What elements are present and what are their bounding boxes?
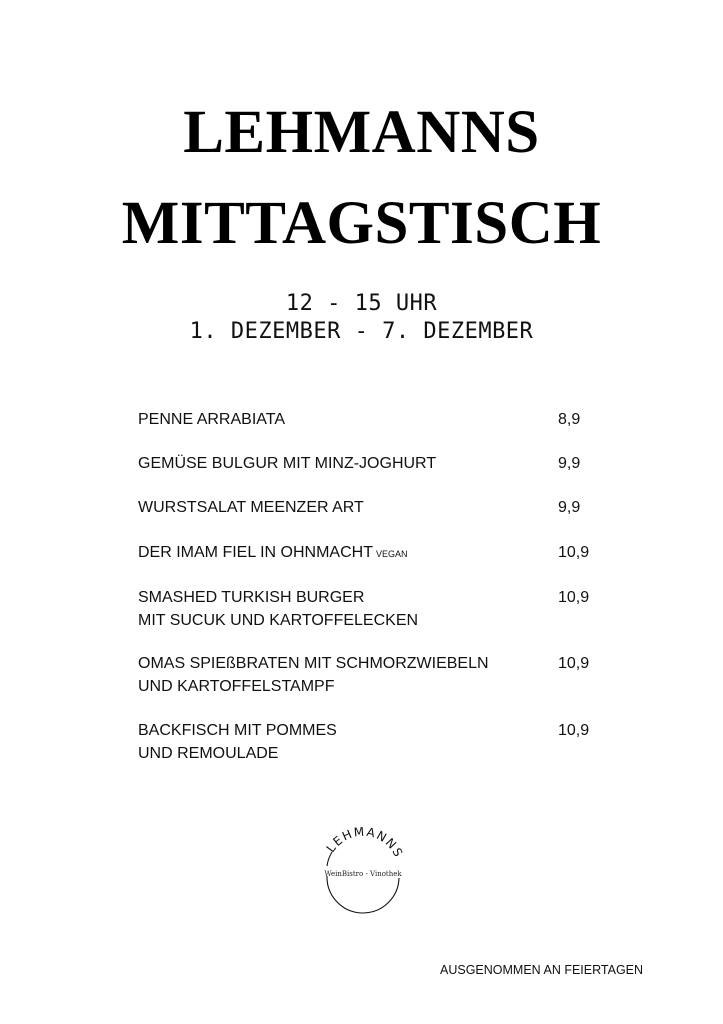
- dish-price: 9,9: [558, 499, 581, 516]
- opening-hours: 12 - 15 UHR: [285, 291, 438, 316]
- dish-name: [138, 586, 548, 632]
- vegan-tag: VEGAN: [375, 549, 408, 559]
- dish-price: 10,9: [558, 722, 590, 739]
- page-title-line1: LEHMANNS: [183, 99, 540, 166]
- dish-line: [138, 541, 548, 566]
- menu-item: [138, 719, 598, 765]
- logo-circle-icon: [318, 826, 408, 916]
- dish-name: [138, 652, 548, 698]
- dish-line: UND KARTOFFELSTAMPF: [138, 678, 335, 695]
- page-title-line2: MITTAGSTISCH: [121, 190, 602, 257]
- dish-name: [138, 541, 548, 566]
- logo-name: LEHMANNS: [323, 826, 407, 861]
- dish-line: SMASHED TURKISH BURGER: [138, 589, 365, 606]
- menu-item: [138, 452, 598, 475]
- dish-price: 10,9: [558, 655, 590, 672]
- lehmanns-logo: [318, 826, 408, 916]
- holiday-note: AUSGENOMMEN AN FEIERTAGEN: [440, 963, 644, 977]
- dish-price: 9,9: [558, 455, 581, 472]
- dish-line: WURSTSALAT MEENZER ART: [138, 499, 364, 516]
- dish-line: PENNE ARRABIATA: [138, 411, 285, 428]
- dish-line: GEMÜSE BULGUR MIT MINZ-JOGHURT: [138, 455, 437, 472]
- dish-line-text: DER IMAM FIEL IN OHNMACHT: [138, 544, 373, 561]
- dish-price: 8,9: [558, 411, 581, 428]
- dish-price: 10,9: [558, 544, 590, 561]
- dish-name: [138, 719, 548, 765]
- dish-line: BACKFISCH MIT POMMES: [138, 722, 337, 739]
- dish-line: OMAS SPIEßBRATEN MIT SCHMORZWIEBELN: [138, 655, 489, 672]
- date-range: 1. DEZEMBER - 7. DEZEMBER: [189, 319, 534, 344]
- menu-item: [138, 496, 598, 519]
- dish-price: 10,9: [558, 589, 590, 606]
- dish-name: [138, 496, 548, 519]
- dish-name: [138, 408, 548, 431]
- dish-line: MIT SUCUK UND KARTOFFELECKEN: [138, 612, 419, 629]
- dish-name: [138, 452, 548, 475]
- svg-text:LEHMANNS: [324, 826, 406, 860]
- menu-item: [138, 541, 598, 566]
- menu-item: [138, 408, 598, 431]
- menu-item: [138, 652, 598, 698]
- dish-line: UND REMOULADE: [138, 745, 279, 762]
- logo-subtitle: WeinBistro - Vinothek: [324, 870, 402, 878]
- menu-item: [138, 586, 598, 632]
